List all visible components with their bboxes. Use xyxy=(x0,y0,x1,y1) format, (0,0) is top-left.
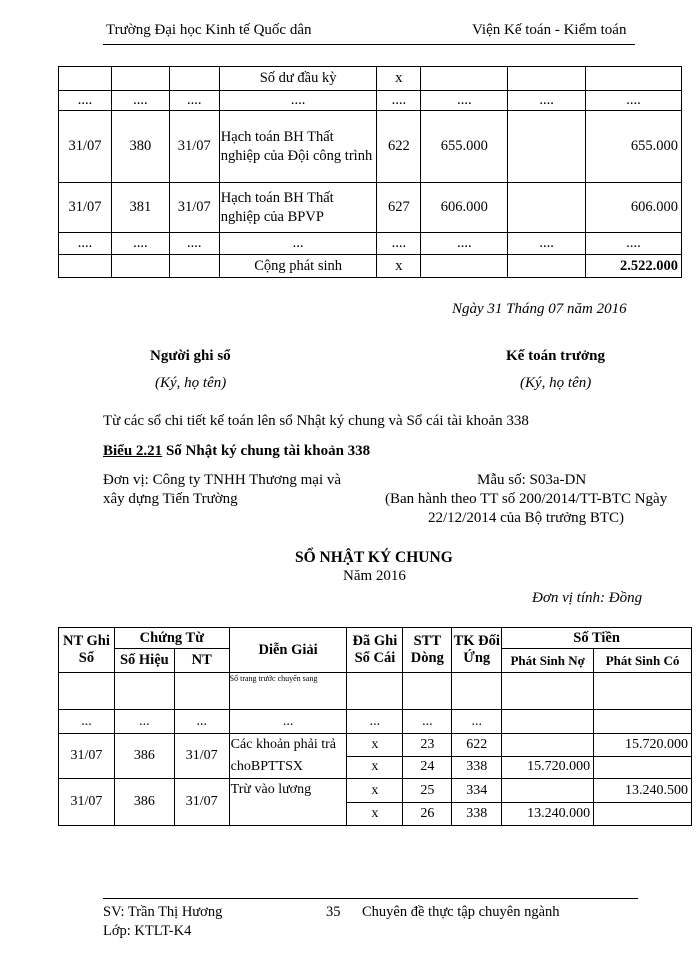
total-row xyxy=(59,255,682,278)
col-so-tien: Số Tiền xyxy=(502,628,692,649)
footer-class: Lớp: KTLT-K4 xyxy=(103,923,192,939)
carry-row xyxy=(59,673,692,710)
header-row-1 xyxy=(59,628,692,649)
currency-unit: Đơn vị tính: Đồng xyxy=(532,590,643,606)
regulation-line2: 22/12/2014 của Bộ trưởng BTC) xyxy=(428,510,625,526)
journal-year: Năm 2016 xyxy=(343,568,406,584)
col-so-hieu: Số Hiệu xyxy=(114,649,174,673)
institute-name: Viện Kế toán - Kiểm toán xyxy=(472,22,627,38)
carry-text: Số trang trước chuyển sang xyxy=(229,673,347,710)
journal-table xyxy=(58,627,692,826)
form-number: Mẫu số: S03a-DN xyxy=(477,472,587,488)
journal-row: 31/07 386 31/07 Các khoản phải trả choBPTTSX x 23 622 15.720.000 xyxy=(59,734,692,757)
total-mark: x xyxy=(377,255,421,278)
opening-row xyxy=(59,67,682,91)
school-name: Trường Đại học Kinh tế Quốc dân xyxy=(106,22,312,38)
unit-line1: Đơn vị: Công ty TNHH Thương mại và xyxy=(103,472,342,488)
chief-note: (Ký, họ tên) xyxy=(520,375,592,391)
ledger-row: 31/07 381 31/07 Hạch toán BH Thất nghiệp của BPVP 627 606.000 606.000 xyxy=(59,183,682,233)
figure-label: Biểu 2.21 xyxy=(103,443,163,459)
footer-topic: Chuyên đề thực tập chuyên ngành xyxy=(362,904,560,920)
figure-caption-text: Sổ Nhật ký chung tài khoản 338 xyxy=(165,443,371,459)
header-rule xyxy=(103,44,635,45)
preparer-note: (Ký, họ tên) xyxy=(155,375,227,391)
chief-title: Kế toán trưởng xyxy=(506,348,605,364)
ledger-row: 31/07 380 31/07 Hạch toán BH Thất nghiệp của Đội công trình 622 655.000 655.000 xyxy=(59,111,682,183)
unit-line2: xây dựng Tiến Trường xyxy=(103,491,238,507)
total-label: Cộng phát sinh xyxy=(219,255,377,278)
opening-label: Số dư đầu kỳ xyxy=(219,67,377,91)
journal-row: x 26 338 13.240.000 xyxy=(59,803,692,826)
intro-text: Từ các sổ chi tiết kế toán lên sổ Nhật ký chung và Sổ cái tài khoản 338 xyxy=(103,413,529,429)
col-stt: STT Dòng xyxy=(403,628,452,673)
date-line: Ngày 31 Tháng 07 năm 2016 xyxy=(452,301,627,317)
ledger-table xyxy=(58,66,682,278)
figure-caption xyxy=(103,443,370,460)
journal-title: SỔ NHẬT KÝ CHUNG xyxy=(295,549,453,566)
col-co: Phát Sinh Có xyxy=(594,649,692,673)
footer-student: SV: Trần Thị Hương xyxy=(103,904,223,920)
col-chung-tu: Chứng Từ xyxy=(114,628,229,649)
total-value: 2.522.000 xyxy=(586,255,682,278)
col-nt-ghi-so: NT Ghi Sổ xyxy=(59,628,115,673)
dots-row: .... .... .... .... .... .... .... .... xyxy=(59,91,682,111)
dots-row: .... .... .... ... .... .... .... .... xyxy=(59,233,682,255)
journal-row: x 24 338 15.720.000 xyxy=(59,756,692,779)
col-dien-giai: Diễn Giải xyxy=(229,628,347,673)
regulation-line1: (Ban hành theo TT số 200/2014/TT-BTC Ngày xyxy=(385,491,668,507)
dots-row: ... ... ... ... ... ... ... xyxy=(59,710,692,734)
col-da-ghi: Đã Ghi Sổ Cái xyxy=(347,628,403,673)
page-number: 35 xyxy=(326,904,341,920)
col-no: Phát Sinh Nợ xyxy=(502,649,594,673)
footer-rule xyxy=(103,898,638,899)
col-tk: TK Đối Ứng xyxy=(452,628,502,673)
journal-row: 31/07 386 31/07 Trừ vào lương x 25 334 13.240.500 xyxy=(59,779,692,803)
opening-mark: x xyxy=(377,67,421,91)
col-nt: NT xyxy=(174,649,229,673)
preparer-title: Người ghi sổ xyxy=(150,348,231,364)
